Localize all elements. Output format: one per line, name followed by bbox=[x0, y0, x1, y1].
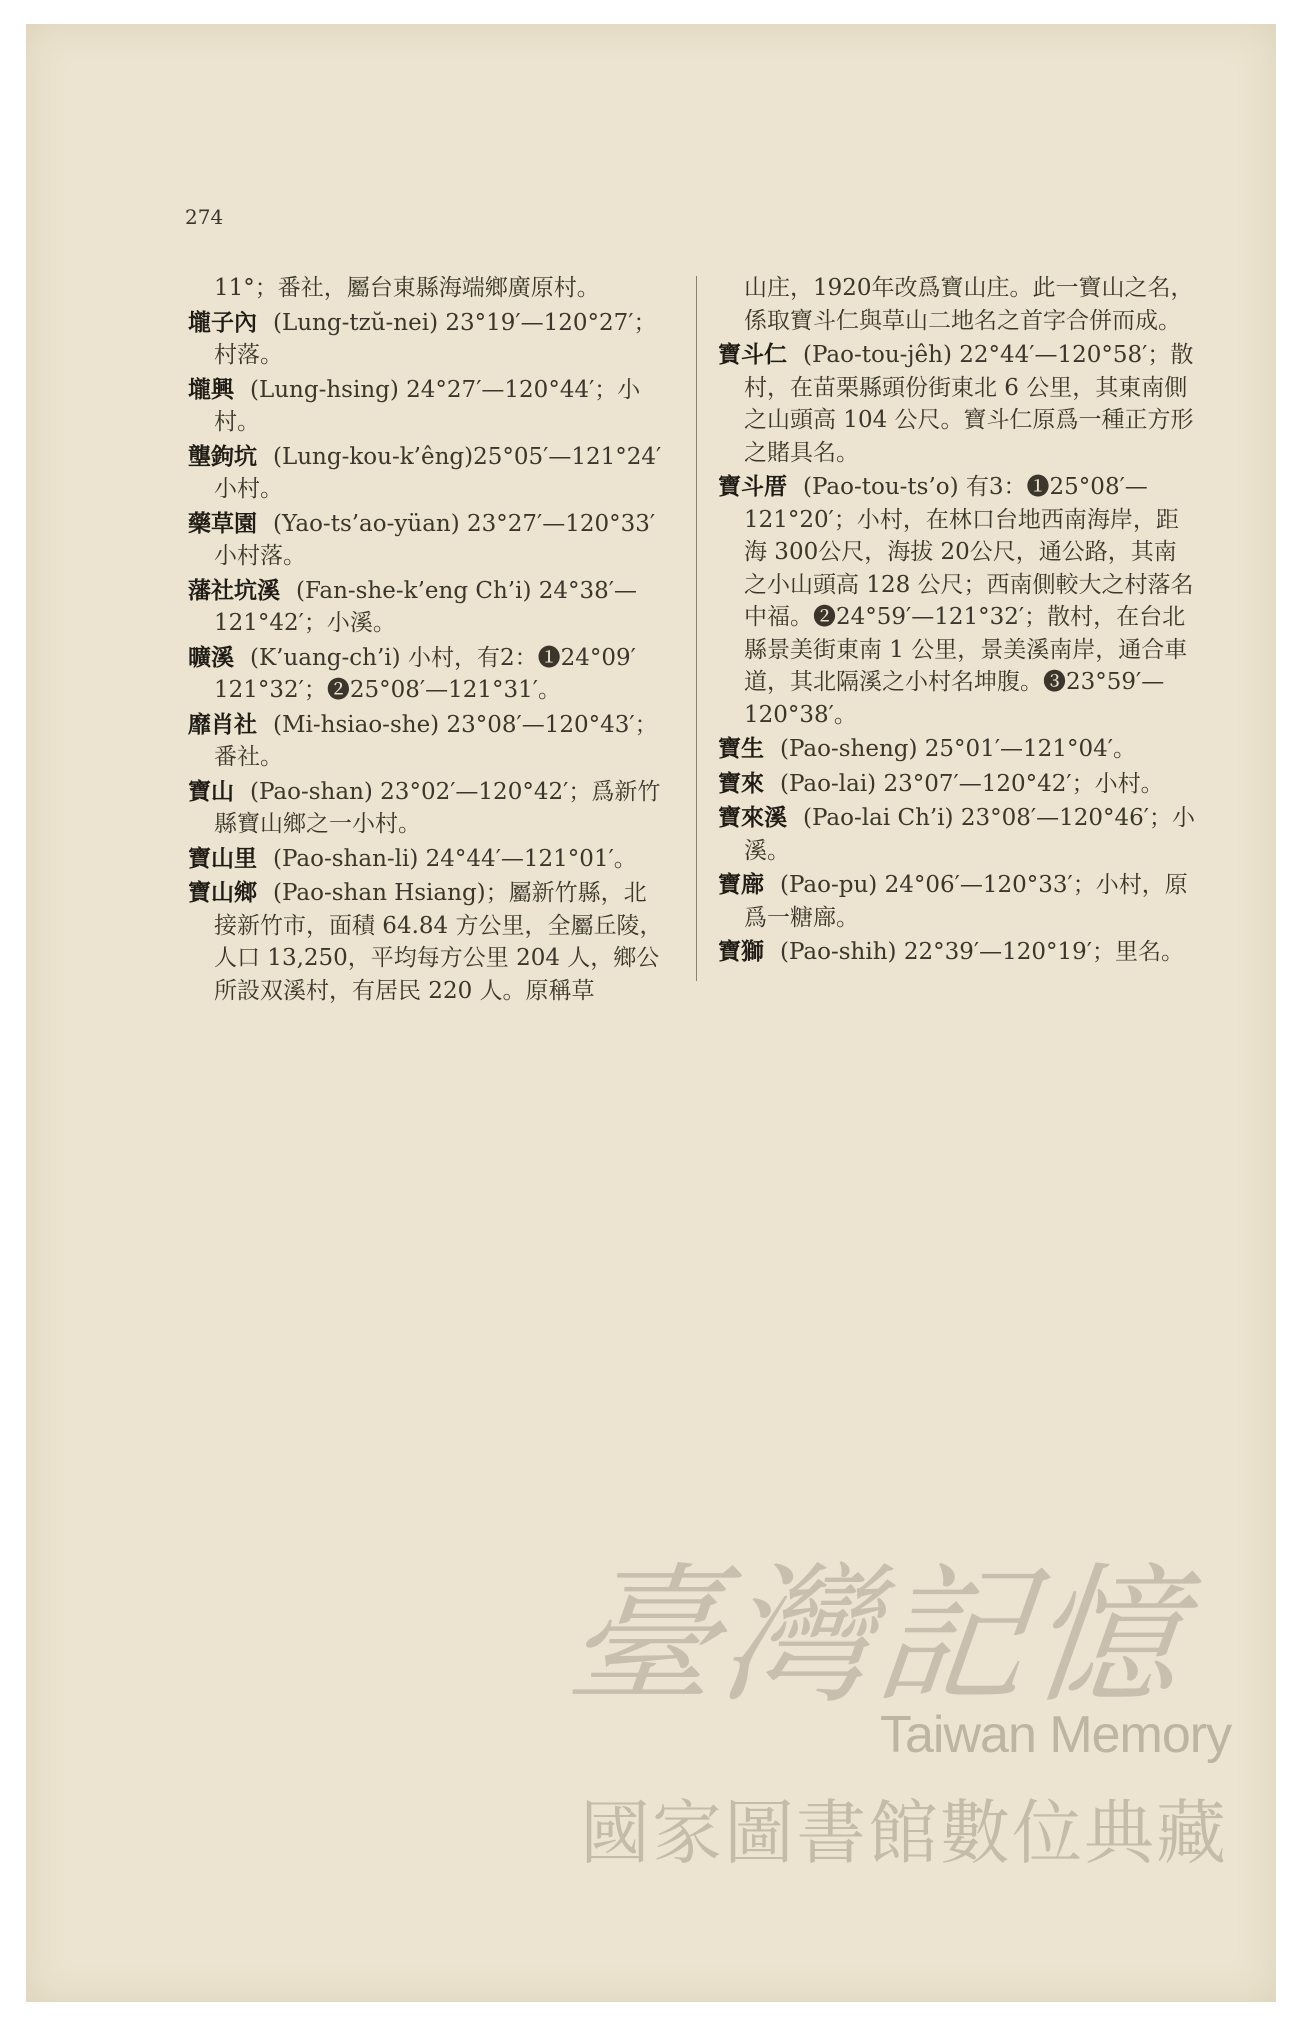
dictionary-entry bbox=[188, 307, 668, 372]
entry-headword: 藥草園 bbox=[188, 510, 257, 537]
dictionary-entry bbox=[188, 575, 668, 640]
entry-text: (Yao-ts’ao-yüan) 23°27′—120°33′小村落。 bbox=[214, 510, 656, 569]
entry-text: 山庄，1920年改爲寶山庄。此一寶山之名，係取寶斗仁與草山二地名之首字合併而成。 bbox=[744, 275, 1194, 334]
dictionary-entry bbox=[188, 272, 668, 305]
entry-text: (Fan-she-k’eng Ch’i) 24°38′—121°42′；小溪。 bbox=[214, 577, 637, 636]
dictionary-entry bbox=[718, 768, 1198, 801]
entry-text: (Mi-hsiao-she) 23°08′—120°43′；番社。 bbox=[214, 711, 658, 770]
dictionary-entry bbox=[718, 272, 1198, 337]
page-number: 274 bbox=[185, 205, 224, 229]
entry-headword: 寶廍 bbox=[718, 872, 764, 898]
dictionary-entry bbox=[718, 733, 1198, 766]
dictionary-entry bbox=[188, 776, 668, 841]
entry-text: (Lung-kou-k’êng)25°05′—121°24′小村。 bbox=[214, 443, 662, 502]
dictionary-entry bbox=[188, 374, 668, 439]
entry-headword: 曠溪 bbox=[188, 644, 234, 671]
entry-text: (Pao-pu) 24°06′—120°33′；小村，原爲一糖廍。 bbox=[744, 872, 1188, 931]
entry-text: (Pao-sheng) 25°01′—121°04′。 bbox=[780, 736, 1136, 762]
entry-headword: 寶山鄉 bbox=[188, 880, 257, 906]
entry-text: 11°；番社，屬台東縣海端鄉廣原村。 bbox=[214, 275, 600, 301]
entry-headword: 靡肖社 bbox=[188, 711, 257, 738]
watermark bbox=[560, 1515, 1240, 1875]
entry-text: (Pao-shan-li) 24°44′—121°01′。 bbox=[273, 845, 637, 872]
watermark-english: Taiwan Memory bbox=[880, 1706, 1232, 1764]
entry-headword: 寶來溪 bbox=[718, 805, 787, 831]
dictionary-entry bbox=[188, 843, 668, 876]
dictionary-entry bbox=[718, 471, 1198, 731]
entry-text: (Lung-tzŭ-nei) 23°19′—120°27′；村落。 bbox=[214, 309, 657, 368]
right-column bbox=[718, 272, 1198, 971]
watermark-chinese: 國家圖書館數位典藏 bbox=[580, 1792, 1228, 1874]
entry-text: (K’uang-ch’i) 小村，有2：❶24°09′ 121°32′；❷25°08′—121°31′。 bbox=[214, 644, 636, 703]
entry-text: (Pao-tou-ts’o) 有3：❶25°08′—121°20′；小村，在林口台地西南海岸，距海 300公尺，海拔 20公尺，通公路，其南之小山頭高 128 公尺；西南側較大之村落名中福。❷24°59′—121°32′；散村，在台北縣景美街東南 1 公里，景美溪南岸，通合車道，其北隔溪之小村名坤腹。❸23°59′—120°38′。 bbox=[744, 474, 1194, 728]
dictionary-entry bbox=[188, 709, 668, 774]
column-divider bbox=[696, 276, 697, 981]
entry-text: (Pao-shih) 22°39′—120°19′；里名。 bbox=[780, 939, 1184, 965]
entry-headword: 壠興 bbox=[188, 376, 234, 403]
dictionary-entry bbox=[188, 877, 668, 1007]
entry-headword: 寶斗厝 bbox=[718, 474, 787, 500]
entry-headword: 寶獅 bbox=[718, 939, 764, 965]
entry-headword: 壟鉤坑 bbox=[188, 443, 257, 470]
dictionary-entry bbox=[718, 802, 1198, 867]
entry-text: (Pao-lai Ch’i) 23°08′—120°46′；小溪。 bbox=[744, 805, 1195, 864]
entry-text: (Pao-lai) 23°07′—120°42′；小村。 bbox=[780, 770, 1164, 797]
entry-headword: 寶山里 bbox=[188, 845, 257, 872]
entry-text: (Lung-hsing) 24°27′—120°44′；小村。 bbox=[214, 376, 641, 435]
dictionary-entry bbox=[718, 339, 1198, 469]
watermark-calligraphy: 臺灣記憶 bbox=[559, 1550, 1194, 1724]
entry-headword: 藩社坑溪 bbox=[188, 577, 280, 604]
entry-text: (Pao-tou-jêh) 22°44′—120°58′；散村，在苗栗縣頭份街東北 6 公里，其東南側之山頭高 104 公尺。寶斗仁原爲一種正方形之賭具名。 bbox=[744, 342, 1194, 466]
dictionary-entry bbox=[188, 642, 668, 707]
entry-headword: 寶斗仁 bbox=[718, 342, 787, 368]
entry-text: (Pao-shan) 23°02′—120°42′；爲新竹縣寶山鄉之一小村。 bbox=[214, 778, 661, 837]
dictionary-entry bbox=[718, 869, 1198, 934]
dictionary-entry bbox=[718, 936, 1198, 969]
entry-text: (Pao-shan Hsiang)；屬新竹縣，北接新竹市，面積 64.84 方公里，全屬丘陵，人口 13,250，平均每方公里 204 人，鄉公所設双溪村，有居民 220 人。原稱草 bbox=[214, 880, 663, 1004]
left-column bbox=[188, 272, 668, 1009]
entry-headword: 壠子內 bbox=[188, 309, 257, 336]
entry-headword: 寶生 bbox=[718, 736, 764, 762]
entry-headword: 寶山 bbox=[188, 778, 234, 805]
entry-headword: 寶來 bbox=[718, 770, 764, 797]
dictionary-entry bbox=[188, 508, 668, 573]
dictionary-entry bbox=[188, 441, 668, 506]
